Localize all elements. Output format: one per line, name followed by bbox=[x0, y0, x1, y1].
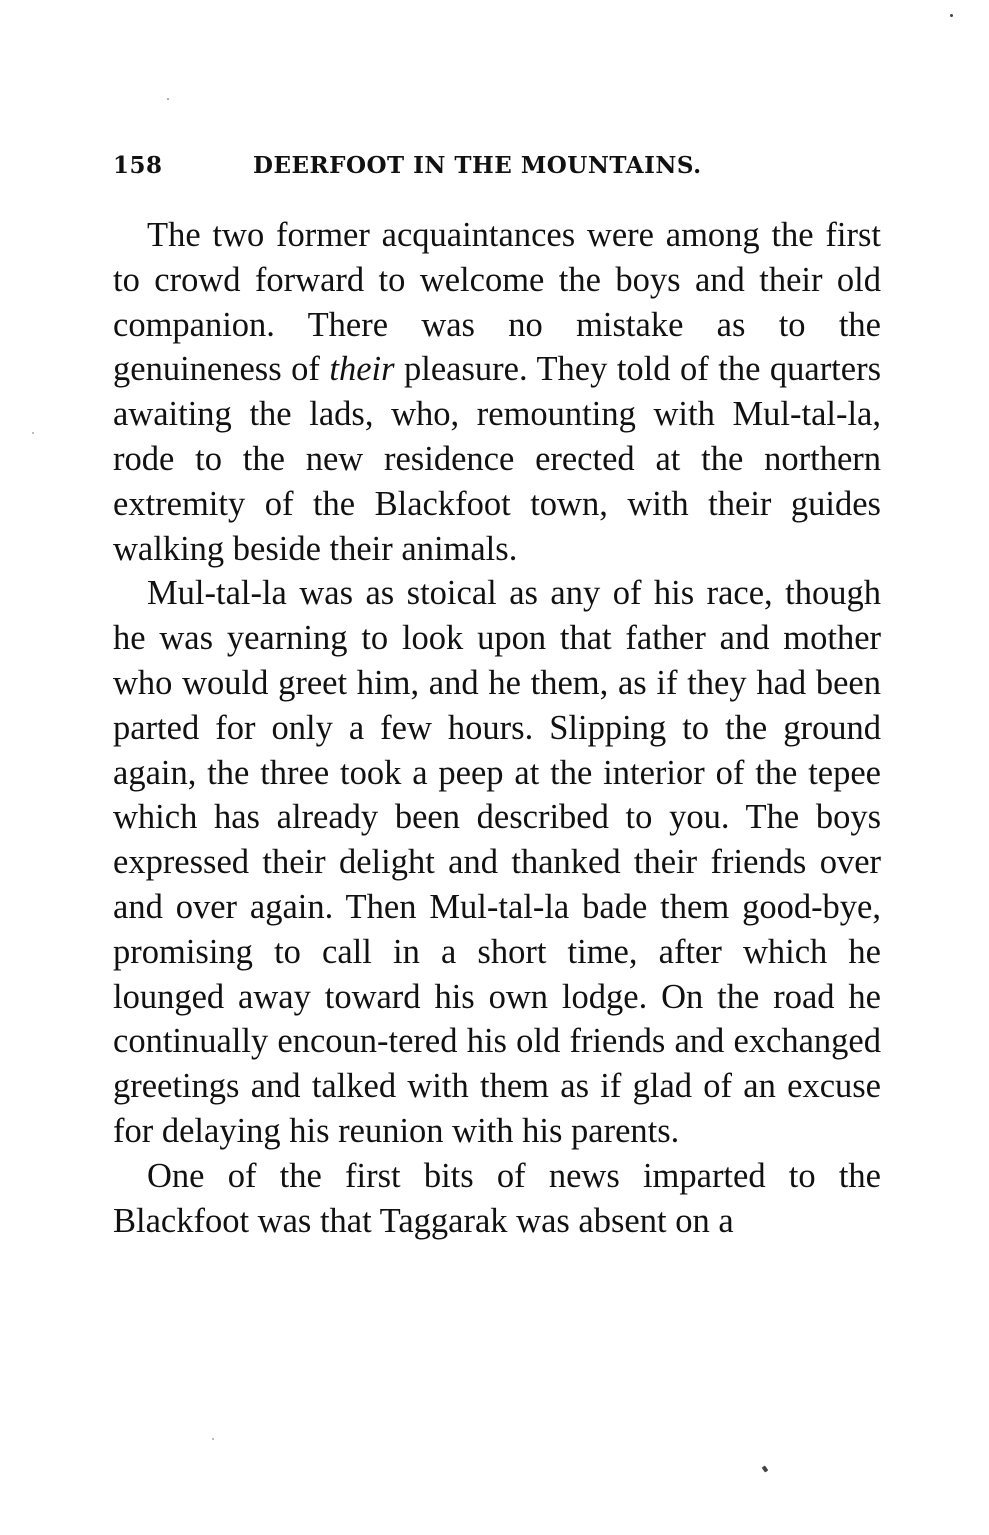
scan-speck bbox=[212, 1438, 214, 1440]
paragraph-3: One of the first bits of news imparted to the Blackfoot was that Taggarak was absent on a bbox=[113, 1156, 881, 1240]
scan-speck bbox=[167, 98, 169, 100]
paragraph-1-end: pleasure. They told of the quarters awaiting the lads, who, remounting with Mul-tal-la, rode to the new residence erected at the northern extremity of the Blackfoot town, with their guides walking beside their animals. bbox=[113, 350, 881, 568]
book-title: DEERFOOT IN THE MOUNTAINS. bbox=[253, 152, 702, 179]
italic-emphasis: their bbox=[329, 350, 395, 389]
paragraph-2: Mul-tal-la was as stoical as any of his race, though he was yearning to look upon that father and mother who would greet him, and he them, as if they had been parted for only a few hours. Slipping to the ground again, the three took a peep at the interior of the tepee which has already been described to you. The boys expressed their delight and thanked their friends over and over again. Then Mul-tal-la bade them good-bye, promising to call in a short time, after which he lounged away toward his own lodge. On the road he continually encoun-tered his old friends and exchanged greetings and talked with them as if glad of an excuse for delaying his reunion with his parents. bbox=[113, 574, 881, 1150]
paragraph-1-start: The two former acquaintances were among the first to crowd forward to welcome the boys and their old companion. There was no mistake as to the genuineness of bbox=[113, 216, 881, 389]
page-number: 158 bbox=[113, 152, 163, 179]
scan-speck bbox=[950, 14, 953, 17]
scan-speck bbox=[762, 1465, 769, 1472]
scan-speck bbox=[32, 432, 34, 434]
paragraph-1 bbox=[113, 213, 881, 571]
running-header bbox=[113, 152, 881, 192]
body-text bbox=[113, 213, 881, 1243]
